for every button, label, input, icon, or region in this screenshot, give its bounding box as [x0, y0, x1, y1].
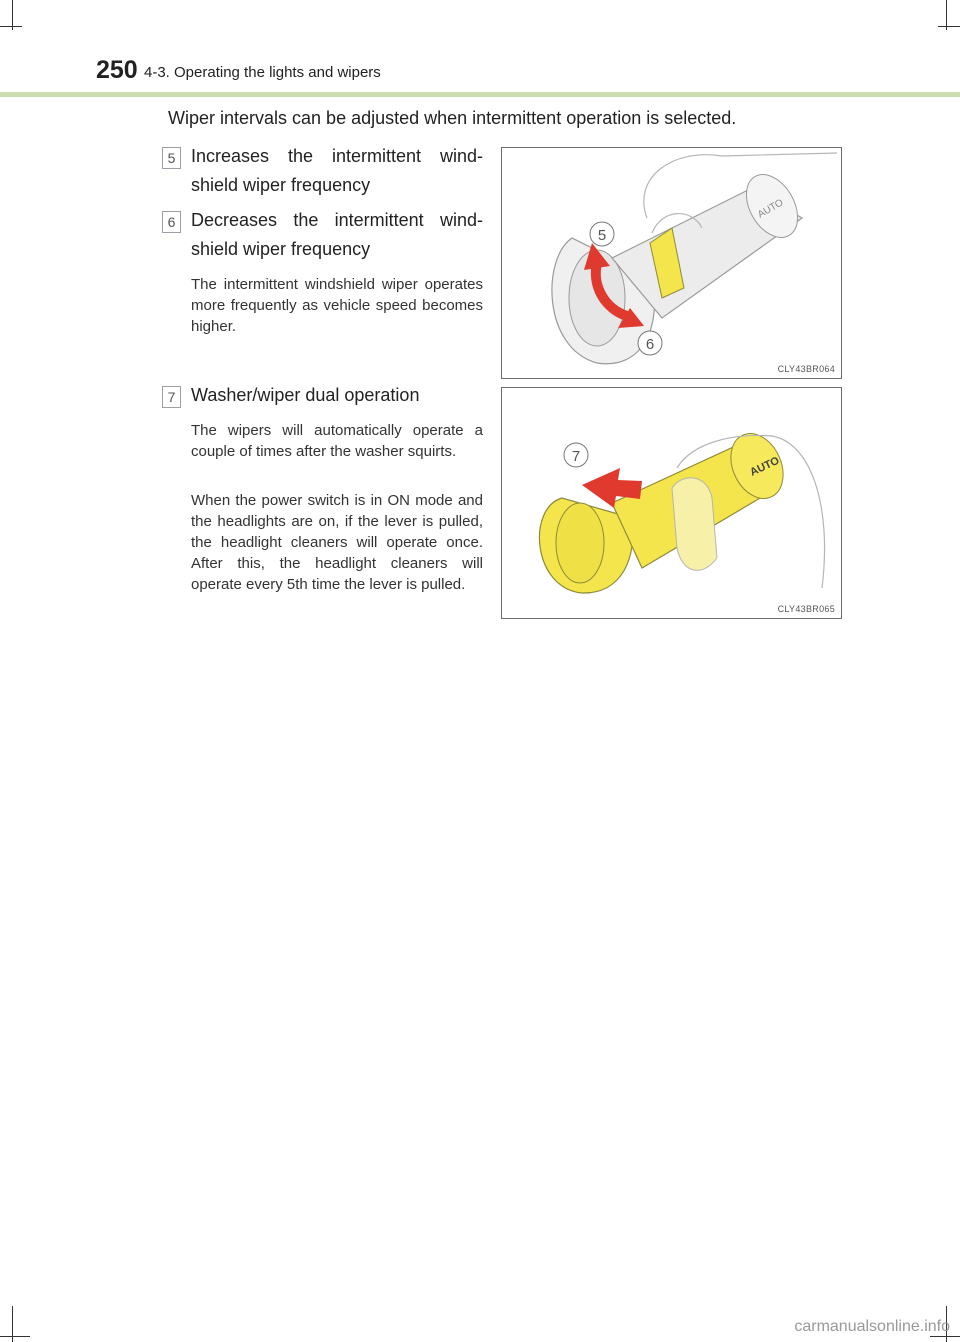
- auto-label: AUTO: [756, 197, 786, 221]
- watermark: carmanualsonline.info: [794, 1318, 950, 1335]
- wiper-frequency-figure: [501, 147, 842, 379]
- intro-text: Wiper intervals can be adjusted when intermittent operation is selected.: [168, 108, 737, 128]
- crop-mark: [12, 0, 13, 30]
- washer-wiper-figure: [501, 387, 842, 619]
- item-number-badge: 5: [162, 147, 181, 169]
- figure-code: CLY43BR064: [777, 364, 835, 374]
- crop-mark: [938, 26, 960, 27]
- lever-illustration: [502, 388, 841, 618]
- item-note: The intermittent windshield wiper operates more frequently as vehicle speed becomes higher.: [191, 276, 483, 335]
- callout-number: 6: [645, 336, 655, 353]
- item-title: Increases the intermittent wind-shield wiper frequency: [191, 146, 483, 195]
- crop-mark: [0, 26, 22, 27]
- figure-code: CLY43BR065: [777, 604, 835, 614]
- callout-marker: [638, 331, 662, 355]
- callout-number: 7: [571, 448, 581, 465]
- crop-mark: [0, 1336, 30, 1337]
- auto-label: AUTO: [748, 454, 782, 479]
- crop-mark: [946, 0, 947, 30]
- item-number-badge: 6: [162, 211, 181, 233]
- crop-mark: [12, 1306, 13, 1342]
- item-title: Washer/wiper dual operation: [191, 385, 420, 405]
- header-rule: [0, 92, 960, 97]
- page-number: 250: [96, 56, 138, 84]
- callout-marker: [564, 443, 588, 467]
- item-title: Decreases the intermittent wind-shield wiper frequency: [191, 210, 483, 259]
- section-title: 4-3. Operating the lights and wipers: [144, 64, 381, 81]
- callout-marker: [590, 222, 614, 246]
- lever-illustration: [502, 148, 841, 378]
- crop-mark: [930, 1336, 960, 1337]
- item-note: The wipers will automatically operate a couple of times after the washer squirts.: [191, 422, 483, 460]
- item-number-badge: 7: [162, 386, 181, 408]
- item-note: When the power switch is in ON mode and the headlights are on, if the lever is pulled, the headlight cleaners will operate once. After this, the headlight cleaners will operate every 5th time the lever is pulled.: [191, 492, 483, 593]
- page-header: [96, 56, 956, 90]
- callout-number: 5: [597, 227, 607, 244]
